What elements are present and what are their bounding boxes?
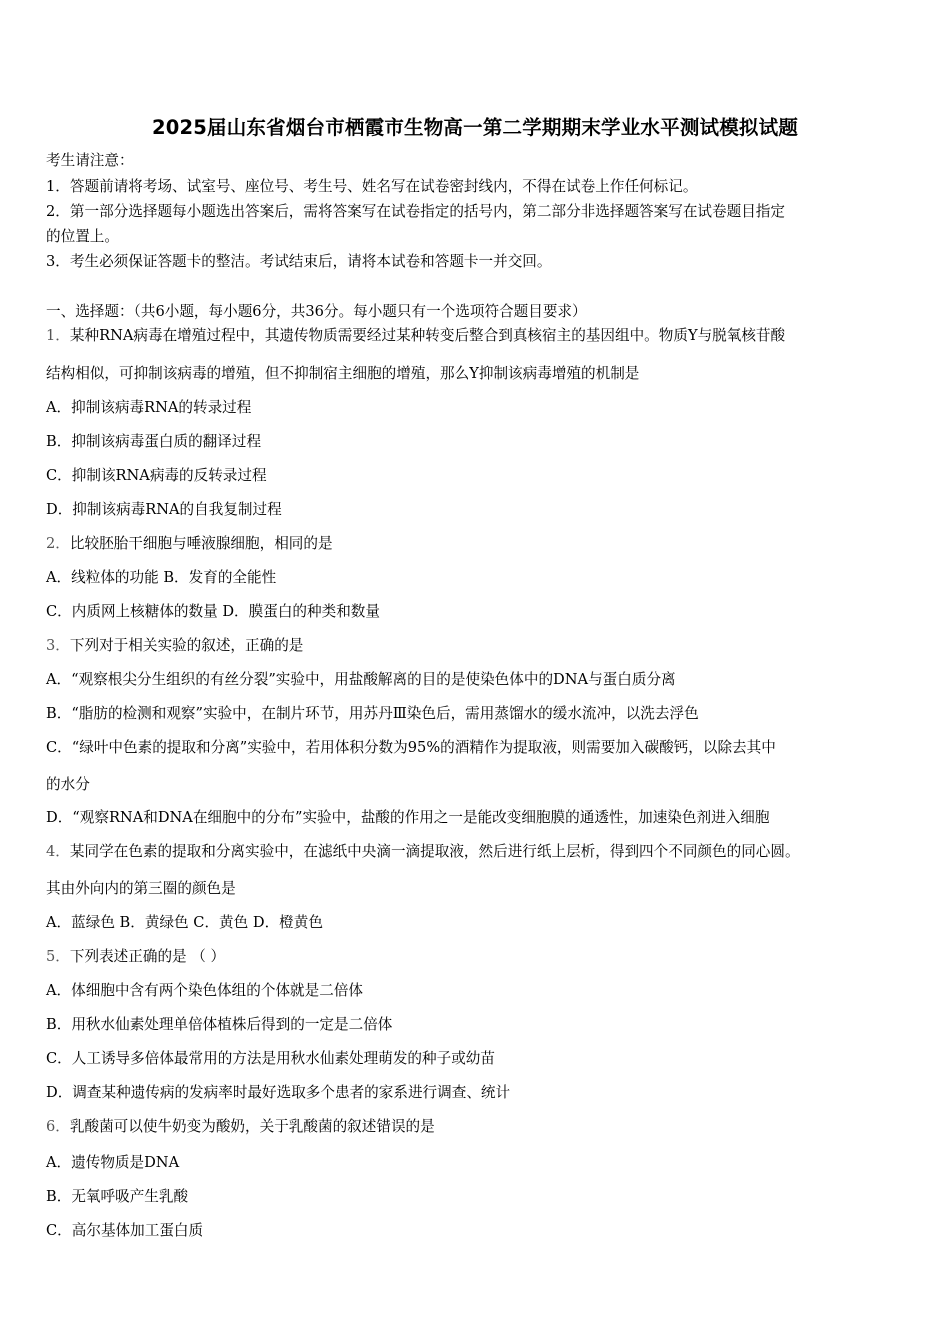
question-stem: 结构相似，可抑制该病毒的增殖，但不抑制宿主细胞的增殖，那么Y抑制该病毒增殖的机制是: [46, 365, 640, 382]
notice-item: 3．考生必须保证答题卡的整洁。考试结束后，请将本试卷和答题卡一并交回。: [46, 253, 552, 270]
option: D．调查某种遗传病的发病率时最好选取多个患者的家系进行调查、统计: [46, 1084, 511, 1101]
option: A．线粒体的功能 B．发育的全能性: [46, 569, 277, 586]
notice-heading: 考生请注意：: [46, 152, 134, 169]
question-number: 3．: [46, 637, 70, 654]
notice-item: 的位置上。: [46, 228, 119, 245]
question-stem: 4．某同学在色素的提取和分离实验中，在滤纸中央滴一滴提取液，然后进行纸上层析，得到四个不同颜色的同心圆。: [46, 843, 800, 860]
option: B．无氧呼吸产生乳酸: [46, 1188, 189, 1205]
notice-item: 1．答题前请将考场、试室号、座位号、考生号、姓名写在试卷密封线内，不得在试卷上作任何标记。: [46, 178, 698, 195]
option: B．用秋水仙素处理单倍体植株后得到的一定是二倍体: [46, 1016, 393, 1033]
option: D．“观察RNA和DNA在细胞中的分布”实验中，盐酸的作用之一是能改变细胞膜的通透性，加速染色剂进入细胞: [46, 809, 770, 826]
option: 的水分: [46, 776, 90, 793]
question-stem: 3．下列对于相关实验的叙述，正确的是: [46, 637, 304, 654]
option: C．抑制该RNA病毒的反转录过程: [46, 467, 267, 484]
question-number: 5．: [46, 948, 70, 965]
question-number: 2．: [46, 535, 70, 552]
option: B．抑制该病毒蛋白质的翻译过程: [46, 433, 262, 450]
option: C．人工诱导多倍体最常用的方法是用秋水仙素处理萌发的种子或幼苗: [46, 1050, 495, 1067]
question-stem: 5．下列表述正确的是 （ ）: [46, 948, 226, 965]
option: C．“绿叶中色素的提取和分离”实验中，若用体积分数为95%的酒精作为提取液，则需要加入碳酸钙，以除去其中: [46, 739, 776, 756]
question-stem: 6．乳酸菌可以使牛奶变为酸奶，关于乳酸菌的叙述错误的是: [46, 1118, 435, 1135]
question-stem: 2．比较胚胎干细胞与唾液腺细胞，相同的是: [46, 535, 333, 552]
option: A．体细胞中含有两个染色体组的个体就是二倍体: [46, 982, 364, 999]
question-stem: 其由外向内的第三圈的颜色是: [46, 880, 236, 897]
question-stem: 1．某种RNA病毒在增殖过程中，其遗传物质需要经过某种转变后整合到真核宿主的基因组中。物质Y与脱氧核苷酸: [46, 327, 786, 344]
section-heading: 一、选择题：（共6小题，每小题6分，共36分。每小题只有一个选项符合题目要求）: [46, 303, 587, 320]
page-title: 2025届山东省烟台市栖霞市生物高一第二学期期末学业水平测试模拟试题: [151, 116, 799, 139]
question-number: 6．: [46, 1118, 70, 1135]
option: C．高尔基体加工蛋白质: [46, 1222, 204, 1239]
question-number: 1．: [46, 327, 70, 344]
option: C．内质网上核糖体的数量 D．膜蛋白的种类和数量: [46, 603, 380, 620]
notice-item: 2．第一部分选择题每小题选出答案后，需将答案写在试卷指定的括号内，第二部分非选择题答案写在试卷题目指定: [46, 203, 785, 220]
option: B．“脂肪的检测和观察”实验中，在制片环节，用苏丹Ⅲ染色后，需用蒸馏水的缓水流冲，以洗去浮色: [46, 705, 699, 722]
option: D．抑制该病毒RNA的自我复制过程: [46, 501, 282, 518]
question-number: 4．: [46, 843, 70, 860]
option: A．“观察根尖分生组织的有丝分裂”实验中，用盐酸解离的目的是使染色体中的DNA与蛋白质分离: [46, 671, 676, 688]
option: A．抑制该病毒RNA的转录过程: [46, 399, 252, 416]
option: A．遗传物质是DNA: [46, 1154, 180, 1171]
option: A．蓝绿色 B．黄绿色 C．黄色 D．橙黄色: [46, 914, 323, 931]
